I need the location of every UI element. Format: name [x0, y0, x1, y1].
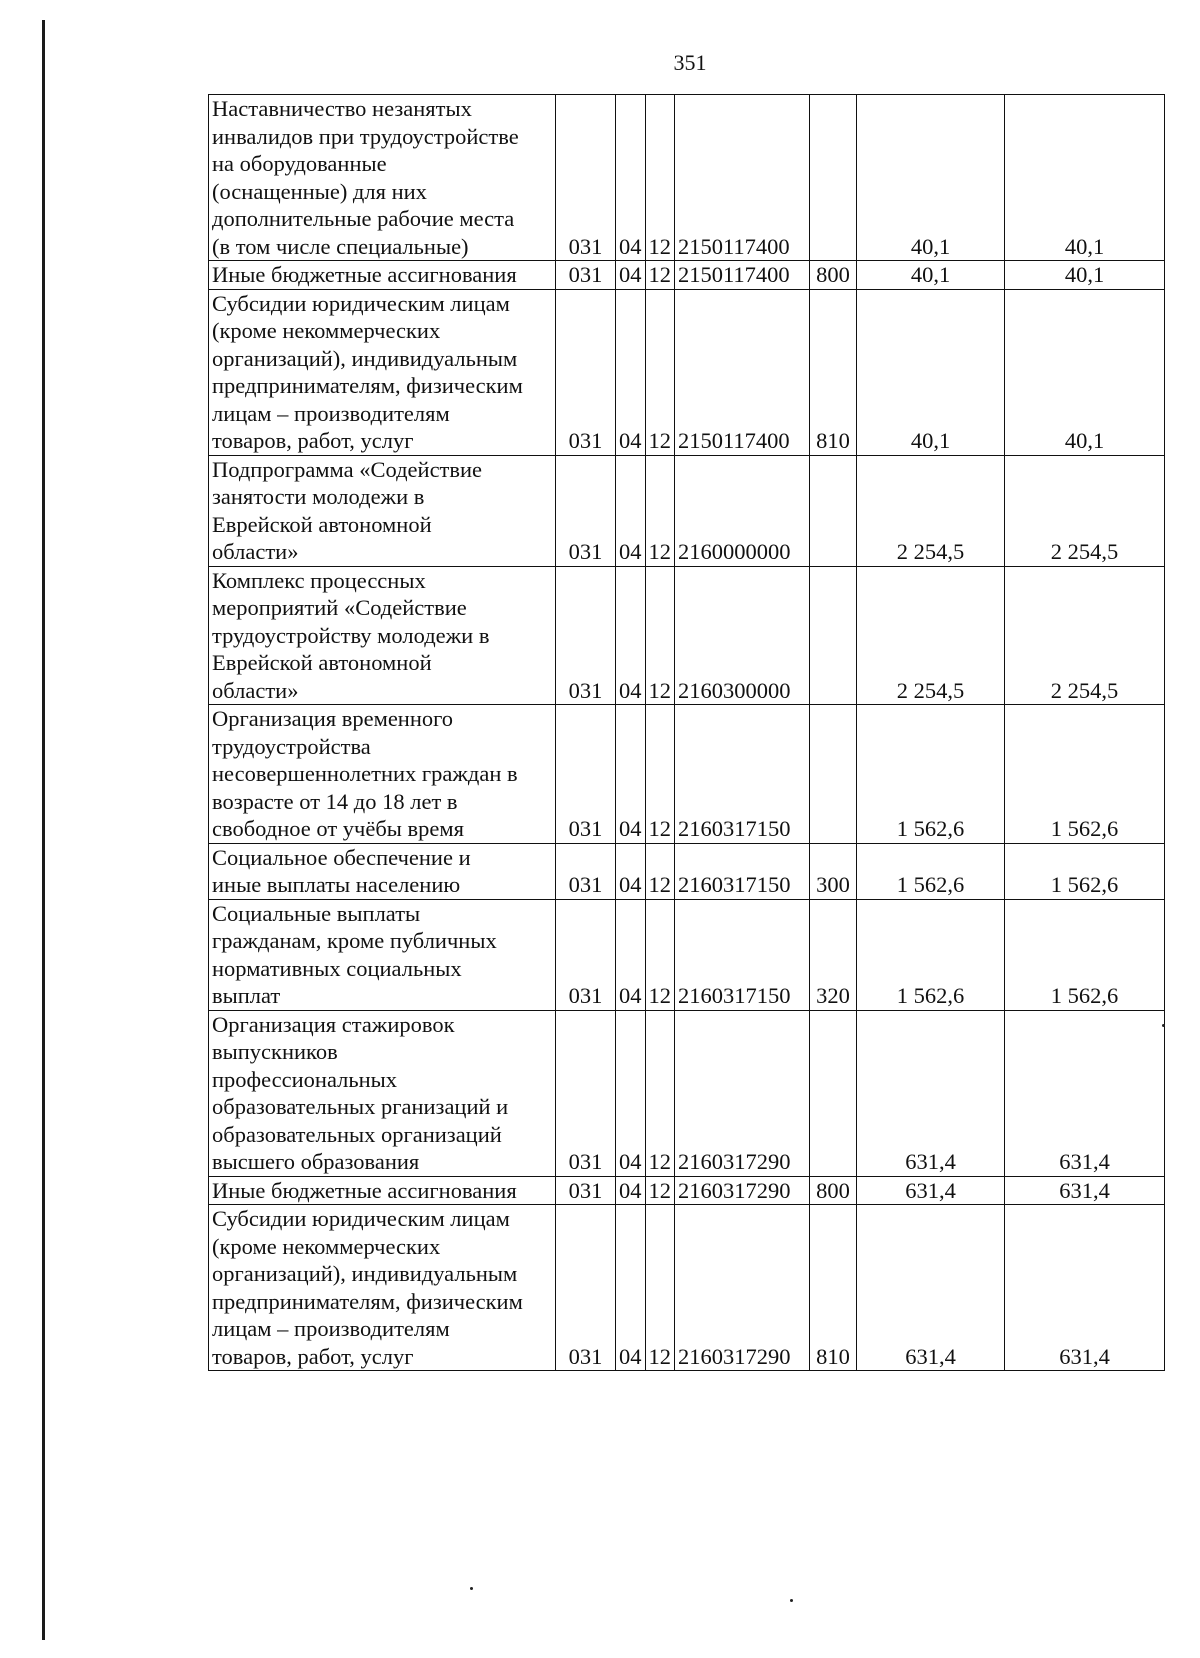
description-line: Иные бюджетные ассигнования	[212, 1177, 517, 1203]
description-line: организаций), индивидуальным	[212, 345, 518, 371]
amount-year-2: 40,1	[1005, 261, 1165, 290]
expense-type-code	[810, 95, 857, 261]
target-article-code: 2160317150	[675, 705, 810, 844]
subsection-code: 12	[645, 1205, 675, 1371]
subsection-code: 12	[645, 95, 675, 261]
section-code: 04	[616, 843, 646, 899]
amount-year-2: 40,1	[1005, 95, 1165, 261]
amount-year-2: 40,1	[1005, 289, 1165, 455]
subsection-code: 12	[645, 289, 675, 455]
expense-type-code: 810	[810, 1205, 857, 1371]
description-line: Организация стажировок	[212, 1011, 455, 1037]
section-code: 04	[616, 455, 646, 566]
description-line: (в том числе специальные)	[212, 233, 469, 259]
subsection-code: 12	[645, 1176, 675, 1205]
row-description	[209, 95, 556, 261]
description-line: предпринимателям, физическим	[212, 1288, 523, 1314]
target-article-code: 2160300000	[675, 566, 810, 705]
admin-code: 031	[556, 705, 616, 844]
description-line: профессиональных	[212, 1066, 398, 1092]
description-line: (оснащенные) для них	[212, 178, 427, 204]
table-row	[209, 705, 1165, 844]
section-code: 04	[616, 1176, 646, 1205]
description-line: иные выплаты населению	[212, 872, 461, 897]
description-line: образовательных рганизаций и	[212, 1094, 509, 1119]
expense-type-code: 800	[810, 261, 857, 290]
expense-type-code	[810, 1010, 857, 1176]
expense-type-code	[810, 705, 857, 844]
admin-code: 031	[556, 1176, 616, 1205]
scan-speck	[470, 1587, 473, 1590]
description-line: нормативных социальных	[212, 955, 462, 981]
description-line: инвалидов при трудоустройстве	[212, 123, 519, 149]
target-article-code: 2160000000	[675, 455, 810, 566]
row-description	[209, 455, 556, 566]
description-line: высшего образования	[212, 1149, 420, 1174]
description-line: лицам – производителям	[212, 400, 450, 426]
amount-year-1: 1 562,6	[857, 705, 1005, 844]
target-article-code: 2150117400	[675, 289, 810, 455]
subsection-code: 12	[645, 566, 675, 705]
target-article-code: 2150117400	[675, 261, 810, 290]
page-number: 351	[673, 50, 707, 75]
binding-edge-line	[42, 20, 45, 1640]
admin-code: 031	[556, 455, 616, 566]
table-row	[209, 899, 1165, 1010]
table-row	[209, 1010, 1165, 1176]
description-line: трудоустройству молодежи в	[212, 622, 490, 648]
description-line: области»	[212, 539, 299, 564]
subsection-code: 12	[645, 261, 675, 290]
description-line: занятости молодежи в	[212, 484, 425, 509]
section-code: 04	[616, 1010, 646, 1176]
row-description	[209, 261, 556, 290]
admin-code: 031	[556, 566, 616, 705]
amount-year-2: 631,4	[1005, 1010, 1165, 1176]
row-description	[209, 289, 556, 455]
amount-year-1: 2 254,5	[857, 566, 1005, 705]
description-line: (кроме некоммерческих	[212, 318, 441, 343]
description-line: организаций), индивидуальным	[212, 1261, 518, 1286]
description-line: свободное от учёбы время	[212, 816, 464, 841]
table-row	[209, 261, 1165, 290]
description-line: Комплекс процессных	[212, 567, 426, 593]
scan-speck	[1162, 1024, 1165, 1027]
section-code: 04	[616, 289, 646, 455]
admin-code: 031	[556, 1010, 616, 1176]
description-line: образовательных организаций	[212, 1121, 502, 1147]
scan-speck	[790, 1599, 793, 1602]
amount-year-1: 631,4	[857, 1176, 1005, 1205]
target-article-code: 2160317290	[675, 1176, 810, 1205]
amount-year-1: 40,1	[857, 95, 1005, 261]
admin-code: 031	[556, 1205, 616, 1371]
row-description	[209, 1010, 556, 1176]
row-description	[209, 705, 556, 844]
subsection-code: 12	[645, 705, 675, 844]
table-row	[209, 1176, 1165, 1205]
expense-type-code	[810, 566, 857, 705]
row-description	[209, 843, 556, 899]
amount-year-2: 1 562,6	[1005, 705, 1165, 844]
target-article-code: 2160317290	[675, 1010, 810, 1176]
expense-type-code	[810, 455, 857, 566]
description-line: несовершеннолетних граждан в	[212, 761, 518, 786]
admin-code: 031	[556, 261, 616, 290]
description-line: Еврейской автономной	[212, 650, 432, 675]
description-line: лицам – производителям	[212, 1316, 450, 1341]
description-line: выпускников	[212, 1039, 338, 1064]
description-line: Социальные выплаты	[212, 900, 421, 926]
description-line: предпринимателям, физическим	[212, 373, 523, 398]
description-line: Подпрограмма «Содействие	[212, 456, 483, 482]
amount-year-2: 2 254,5	[1005, 566, 1165, 705]
amount-year-1: 631,4	[857, 1205, 1005, 1371]
row-description	[209, 1205, 556, 1371]
budget-table	[208, 94, 1165, 1371]
section-code: 04	[616, 95, 646, 261]
subsection-code: 12	[645, 843, 675, 899]
description-line: Иные бюджетные ассигнования	[212, 262, 517, 287]
table-row	[209, 843, 1165, 899]
description-line: дополнительные рабочие места	[212, 206, 515, 231]
description-line: области»	[212, 677, 299, 703]
amount-year-1: 1 562,6	[857, 899, 1005, 1010]
expense-type-code: 800	[810, 1176, 857, 1205]
description-line: гражданам, кроме публичных	[212, 928, 497, 953]
description-line: Еврейской автономной	[212, 511, 432, 537]
table-row	[209, 95, 1165, 261]
description-line: на оборудованные	[212, 151, 387, 176]
target-article-code: 2150117400	[675, 95, 810, 261]
expense-type-code: 320	[810, 899, 857, 1010]
description-line: трудоустройства	[212, 733, 371, 759]
admin-code: 031	[556, 843, 616, 899]
table-row	[209, 566, 1165, 705]
amount-year-2: 2 254,5	[1005, 455, 1165, 566]
section-code: 04	[616, 899, 646, 1010]
target-article-code: 2160317150	[675, 899, 810, 1010]
admin-code: 031	[556, 289, 616, 455]
amount-year-1: 631,4	[857, 1010, 1005, 1176]
subsection-code: 12	[645, 455, 675, 566]
admin-code: 031	[556, 899, 616, 1010]
table-row	[209, 289, 1165, 455]
amount-year-2: 1 562,6	[1005, 843, 1165, 899]
table-row	[209, 455, 1165, 566]
description-line: возрасте от 14 до 18 лет в	[212, 788, 458, 814]
description-line: товаров, работ, услуг	[212, 1343, 414, 1369]
amount-year-1: 2 254,5	[857, 455, 1005, 566]
description-line: товаров, работ, услуг	[212, 428, 414, 453]
amount-year-2: 1 562,6	[1005, 899, 1165, 1010]
description-line: Социальное обеспечение и	[212, 844, 471, 870]
subsection-code: 12	[645, 1010, 675, 1176]
row-description	[209, 899, 556, 1010]
section-code: 04	[616, 261, 646, 290]
amount-year-1: 1 562,6	[857, 843, 1005, 899]
row-description	[209, 1176, 556, 1205]
description-line: выплат	[212, 983, 281, 1008]
amount-year-2: 631,4	[1005, 1176, 1165, 1205]
amount-year-1: 40,1	[857, 261, 1005, 290]
section-code: 04	[616, 705, 646, 844]
target-article-code: 2160317290	[675, 1205, 810, 1371]
amount-year-1: 40,1	[857, 289, 1005, 455]
section-code: 04	[616, 1205, 646, 1371]
section-code: 04	[616, 566, 646, 705]
description-line: Субсидии юридическим лицам	[212, 290, 510, 316]
amount-year-2: 631,4	[1005, 1205, 1165, 1371]
description-line: мероприятий «Содействие	[212, 595, 467, 620]
expense-type-code: 810	[810, 289, 857, 455]
table-row	[209, 1205, 1165, 1371]
description-line: Субсидии юридическим лицам	[212, 1206, 510, 1231]
row-description	[209, 566, 556, 705]
expense-type-code: 300	[810, 843, 857, 899]
description-line: (кроме некоммерческих	[212, 1233, 441, 1259]
subsection-code: 12	[645, 899, 675, 1010]
description-line: Организация временного	[212, 706, 454, 731]
budget-table-container	[208, 94, 1165, 1371]
admin-code: 031	[556, 95, 616, 261]
target-article-code: 2160317150	[675, 843, 810, 899]
description-line: Наставничество незанятых	[212, 96, 472, 121]
